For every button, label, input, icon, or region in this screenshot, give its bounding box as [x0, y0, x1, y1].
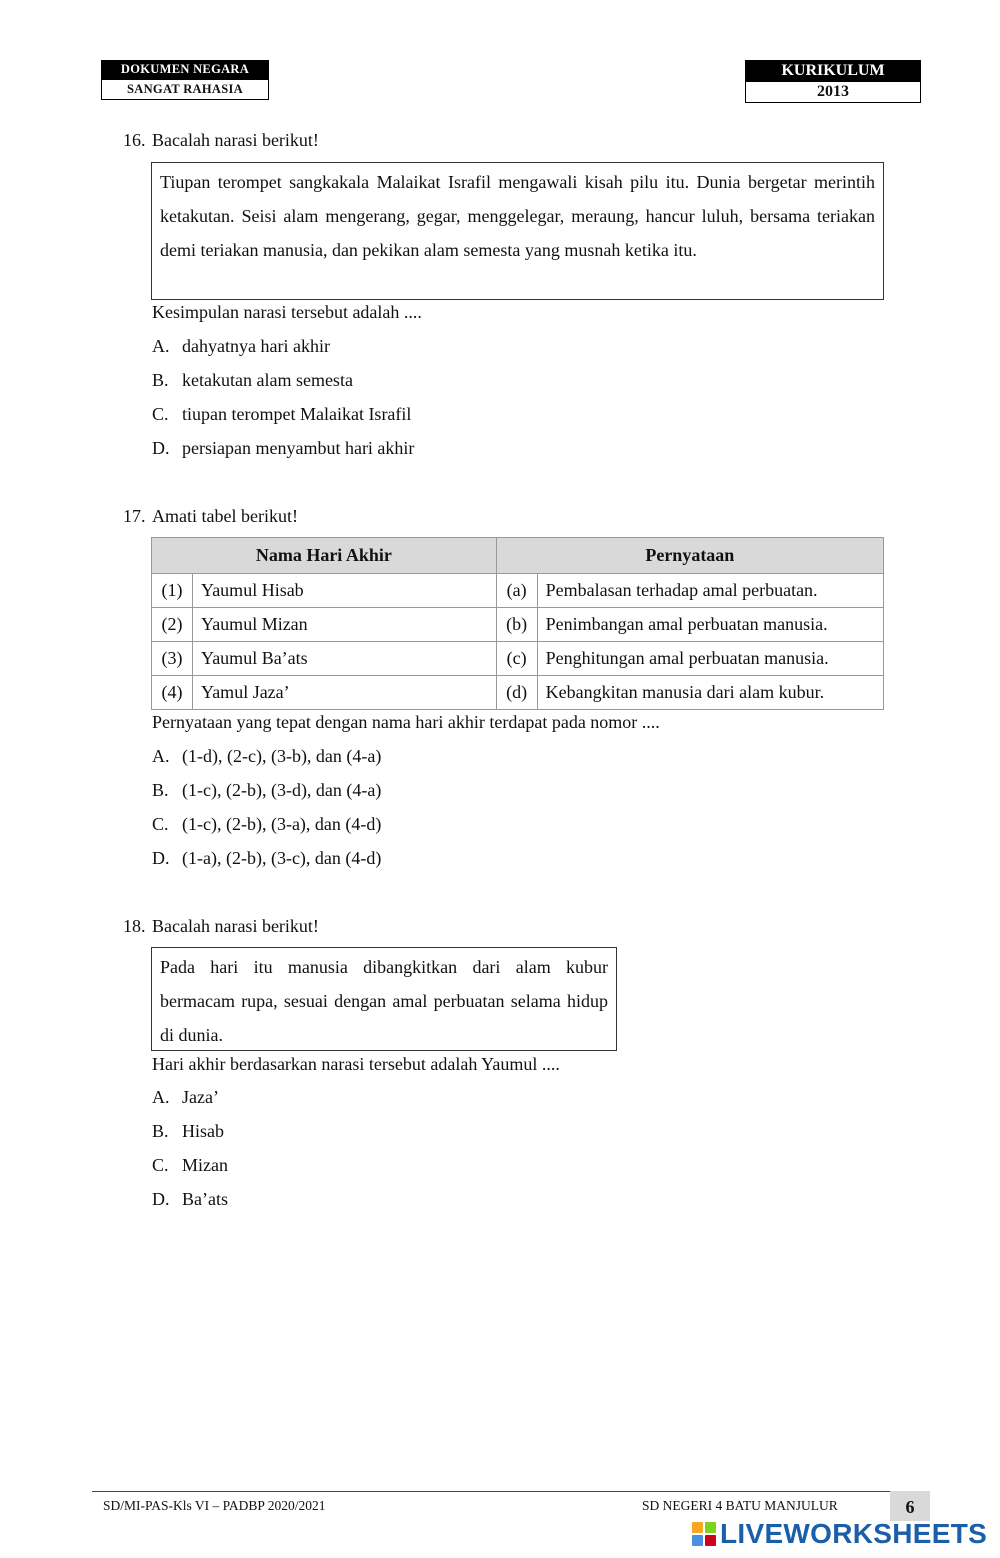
- table-cell: Penghitungan amal perbuatan manusia.: [537, 642, 883, 676]
- table-header: Pernyataan: [496, 538, 883, 574]
- option-label: B.: [152, 1121, 169, 1141]
- option-text: persiapan menyambut hari akhir: [182, 438, 415, 458]
- table-cell: Penimbangan amal perbuatan manusia.: [537, 608, 883, 642]
- q18-narration-box: Pada hari itu manusia dibangkitkan dari alam kubur bermacam rupa, sesuai dengan amal perbuatan selama hidup di dunia.: [151, 947, 617, 1051]
- table-cell: (2): [152, 608, 193, 642]
- table-cell: Yaumul Hisab: [193, 574, 497, 608]
- q17-option-a[interactable]: [152, 745, 381, 767]
- q17-option-d[interactable]: [152, 847, 381, 869]
- option-text: Hisab: [182, 1121, 224, 1141]
- table-cell: (1): [152, 574, 193, 608]
- option-text: Ba’ats: [182, 1189, 228, 1209]
- q17-option-c[interactable]: [152, 813, 381, 835]
- classification-top: DOKUMEN NEGARA: [101, 60, 269, 79]
- q17-option-b[interactable]: [152, 779, 381, 801]
- page-number: 6: [890, 1491, 930, 1521]
- q18-prompt: Bacalah narasi berikut!: [152, 916, 319, 936]
- curriculum-label: KURIKULUM: [745, 60, 921, 81]
- footer-divider: [92, 1491, 930, 1492]
- liveworksheets-logo-icon: [692, 1522, 716, 1546]
- option-text: (1-d), (2-c), (3-b), dan (4-a): [182, 746, 382, 766]
- table-cell: Yaumul Mizan: [193, 608, 497, 642]
- option-text: (1-a), (2-b), (3-c), dan (4-d): [182, 848, 382, 868]
- classification-bottom: SANGAT RAHASIA: [101, 79, 269, 100]
- q18-number: 18.: [123, 916, 146, 936]
- table-cell: Pembalasan terhadap amal perbuatan.: [537, 574, 883, 608]
- q17-question: Pernyataan yang tepat dengan nama hari akhir terdapat pada nomor ....: [152, 712, 660, 732]
- q16-question: Kesimpulan narasi tersebut adalah ....: [152, 302, 422, 322]
- document-classification-badge: [101, 60, 269, 100]
- option-text: tiupan terompet Malaikat Israfil: [182, 404, 412, 424]
- q17-prompt: Amati tabel berikut!: [152, 506, 298, 526]
- q16-prompt: Bacalah narasi berikut!: [152, 130, 319, 150]
- footer-school-name: SD NEGERI 4 BATU MANJULUR: [642, 1498, 838, 1513]
- q17-table: [151, 537, 884, 710]
- option-text: (1-c), (2-b), (3-d), dan (4-a): [182, 780, 382, 800]
- option-text: ketakutan alam semesta: [182, 370, 353, 390]
- table-cell: Kebangkitan manusia dari alam kubur.: [537, 676, 883, 710]
- table-cell: (3): [152, 642, 193, 676]
- footer-exam-code: SD/MI-PAS-Kls VI – PADBP 2020/2021: [103, 1498, 326, 1513]
- option-text: Mizan: [182, 1155, 228, 1175]
- table-cell: (c): [496, 642, 537, 676]
- q16-narration-box: Tiupan terompet sangkakala Malaikat Israfil mengawali kisah pilu itu. Dunia bergetar merintih ketakutan. Seisi alam mengerang, gegar, menggelegar, meraung, hancur luluh, bersama teriakan demi teriakan manusia, dan pekikan alam semesta yang musnah ketika itu.: [151, 162, 884, 300]
- table-row: [152, 574, 884, 608]
- q16-option-d[interactable]: [152, 437, 414, 459]
- table-cell: (d): [496, 676, 537, 710]
- option-label: C.: [152, 1155, 169, 1175]
- option-text: dahyatnya hari akhir: [182, 336, 330, 356]
- table-row: [152, 608, 884, 642]
- table-cell: (a): [496, 574, 537, 608]
- option-label: A.: [152, 336, 170, 356]
- q18-question: Hari akhir berdasarkan narasi tersebut adalah Yaumul ....: [152, 1054, 560, 1074]
- q18-option-d[interactable]: [152, 1188, 228, 1210]
- option-label: D.: [152, 438, 170, 458]
- q18-option-b[interactable]: [152, 1120, 224, 1142]
- option-label: D.: [152, 1189, 170, 1209]
- table-row: [152, 642, 884, 676]
- q17-number: 17.: [123, 506, 146, 526]
- table-header: Nama Hari Akhir: [152, 538, 497, 574]
- table-cell: Yaumul Ba’ats: [193, 642, 497, 676]
- liveworksheets-watermark[interactable]: [692, 1518, 987, 1550]
- q16-option-b[interactable]: [152, 369, 353, 391]
- q18-option-a[interactable]: [152, 1086, 219, 1108]
- option-text: (1-c), (2-b), (3-a), dan (4-d): [182, 814, 382, 834]
- liveworksheets-wordmark: LIVEWORKSHEETS: [720, 1518, 988, 1549]
- q16-option-c[interactable]: [152, 403, 411, 425]
- table-cell: (b): [496, 608, 537, 642]
- table-cell: Yamul Jaza’: [193, 676, 497, 710]
- option-text: Jaza’: [182, 1087, 219, 1107]
- option-label: C.: [152, 814, 169, 834]
- option-label: B.: [152, 780, 169, 800]
- option-label: D.: [152, 848, 170, 868]
- table-header-row: [152, 538, 884, 574]
- option-label: A.: [152, 1087, 170, 1107]
- table-cell: (4): [152, 676, 193, 710]
- q18-option-c[interactable]: [152, 1154, 228, 1176]
- option-label: A.: [152, 746, 170, 766]
- q16-number: 16.: [123, 130, 146, 150]
- table-row: [152, 676, 884, 710]
- option-label: B.: [152, 370, 169, 390]
- option-label: C.: [152, 404, 169, 424]
- curriculum-year: 2013: [745, 81, 921, 103]
- q16-option-a[interactable]: [152, 335, 330, 357]
- curriculum-badge: [745, 60, 921, 103]
